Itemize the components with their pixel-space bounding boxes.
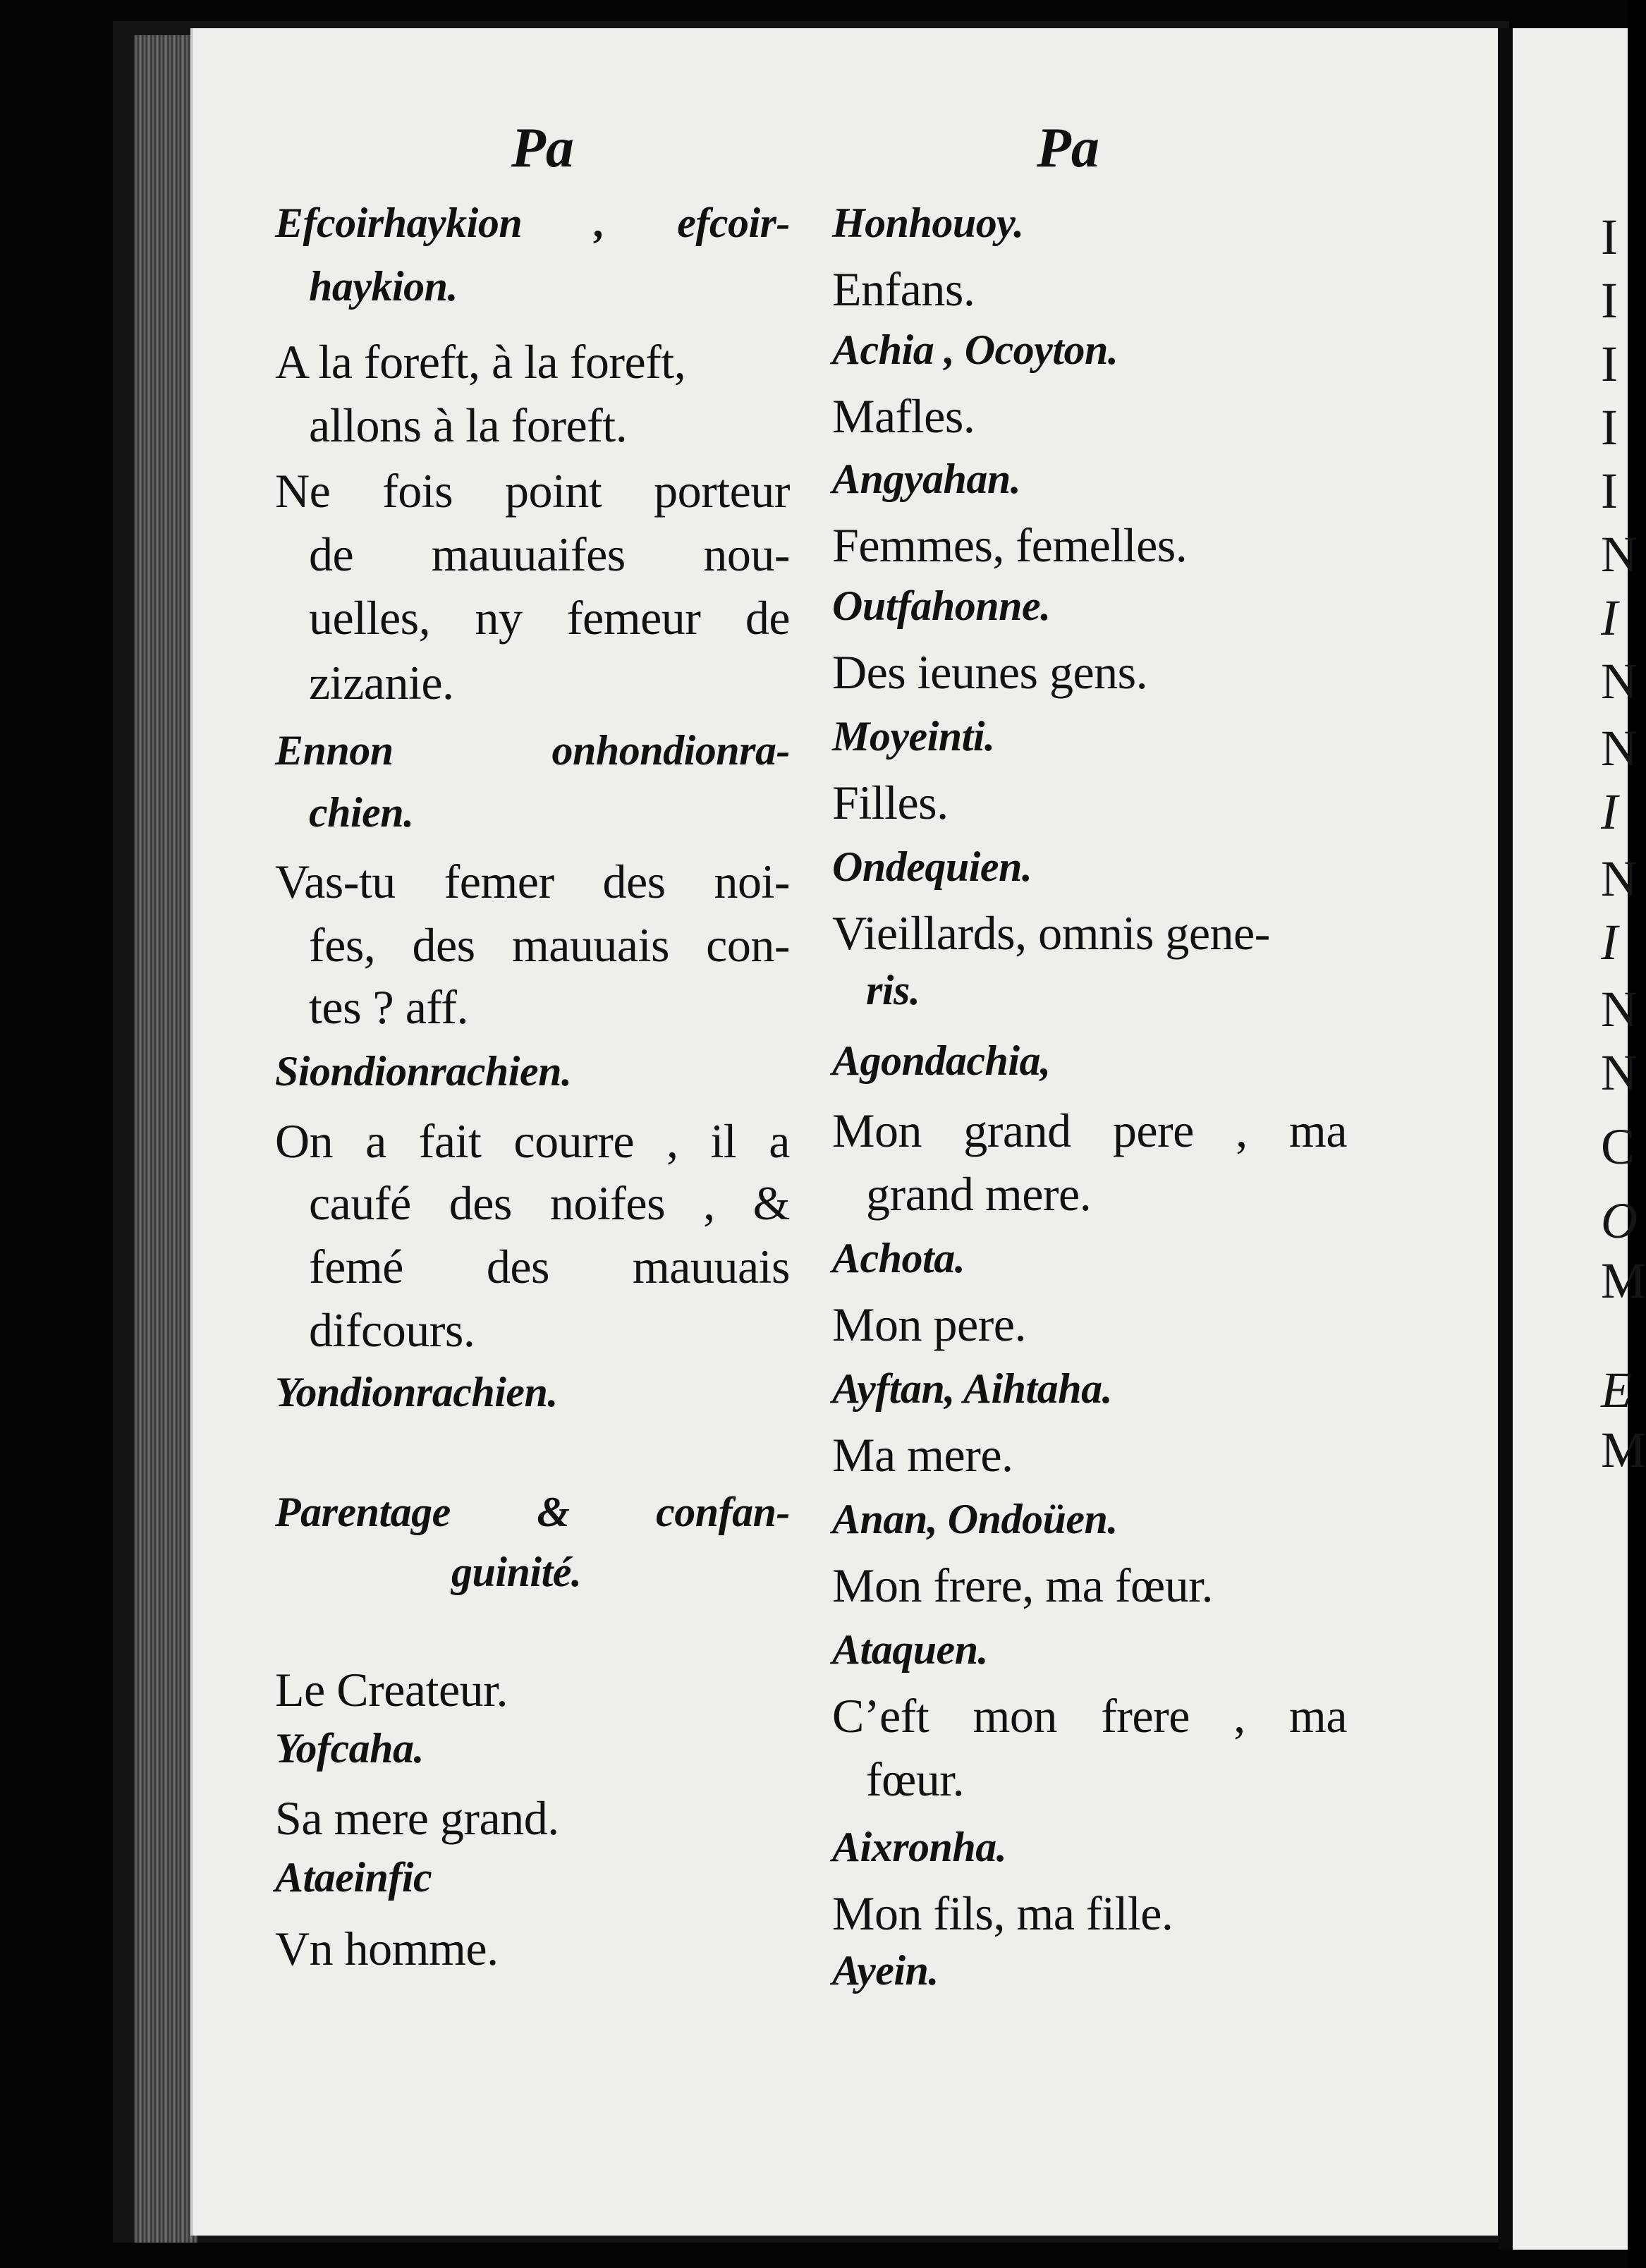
left_column-line: Yofcaha. [275, 1725, 424, 1772]
left_column-line: zizanie. [309, 656, 454, 709]
left_column-line: difcours. [309, 1303, 475, 1357]
next-page-letter: O [1601, 1193, 1638, 1249]
running-head-left: Pa [511, 117, 574, 179]
right_column-line: Aixronha. [832, 1824, 1007, 1870]
right_column-line: Ayein. [832, 1947, 939, 1994]
left_column-line: Efcoirhaykion , efcoir- [275, 200, 790, 246]
next-page-letter: I [1601, 463, 1618, 519]
left_column-line: tes ? aff. [309, 980, 468, 1034]
right_column-line: Vieillards, omnis gene- [832, 906, 1270, 960]
left_column-line: A la foreft, à la foreft, [275, 335, 686, 389]
right_column-line: Achota. [832, 1235, 965, 1281]
left_column-line: Sa mere grand. [275, 1791, 559, 1845]
left_column-line: chien. [309, 789, 414, 836]
right_column-line: fœur. [866, 1752, 965, 1806]
right_column-line: Mon fils, ma fille. [832, 1886, 1173, 1940]
right_column-line: ris. [866, 967, 920, 1013]
left_column-line: Vas-tu femer des noi- [275, 855, 790, 908]
next-page-letter: M [1601, 1422, 1646, 1478]
left_column-line: Siondionrachien. [275, 1048, 572, 1095]
left_column-line: uelles, ny femeur de [309, 591, 790, 645]
right_column-line: grand mere. [866, 1167, 1092, 1221]
left_column-line: Parentage & confan- [275, 1489, 790, 1535]
right_column-line: Mafles. [832, 389, 975, 443]
next-page-letter: I [1601, 209, 1618, 265]
right_column-line: Ataquen. [832, 1626, 989, 1673]
right_column-line: Angyahan. [832, 456, 1021, 502]
left_column-line: de mauuaifes nou- [309, 528, 790, 581]
book-fore-edge [134, 35, 197, 2243]
right_column-line: Agondachia, [832, 1037, 1051, 1084]
next-page-letter: N [1601, 653, 1638, 709]
left_column-line: Le Createur. [275, 1663, 508, 1717]
right_column-line: Mon frere, ma fœur. [832, 1559, 1213, 1612]
left_column-line: Yondionrachien. [275, 1369, 558, 1415]
right_column-line: Ondequien. [832, 843, 1032, 890]
next-page-letter: I [1601, 272, 1618, 329]
right_column-line: Ma mere. [832, 1428, 1013, 1482]
next-page-letter: N [1601, 981, 1638, 1037]
right_column-line: Outfahonne. [832, 583, 1051, 629]
right_column-line: Anan, Ondoüen. [832, 1496, 1118, 1542]
left_column-line: caufé des noifes , & [309, 1176, 790, 1230]
next-page-letter: C [1601, 1118, 1635, 1175]
next-page-letter: I [1601, 914, 1618, 970]
left_column-line: haykion. [309, 263, 458, 310]
next-page-letter: N [1601, 720, 1638, 776]
right_column-line: C’eft mon frere , ma [832, 1689, 1347, 1743]
next-page-letter: N [1601, 850, 1638, 907]
right_column-line: Honhouoy. [832, 200, 1024, 246]
right_column-line: Femmes, femelles. [832, 518, 1188, 572]
right_column-line: Mon grand pere , ma [832, 1104, 1347, 1157]
next-page-letter: I [1601, 784, 1618, 840]
right-page-edge [1513, 28, 1646, 2250]
right_column-line: Des ieunes gens. [832, 645, 1148, 699]
right_column-line: Mon pere. [832, 1298, 1026, 1351]
left_column-line: Ataeinfic [275, 1854, 432, 1901]
left_column-line: fes, des mauuais con- [309, 918, 790, 972]
next-page-letter: I [1601, 590, 1618, 646]
right_column-line: Enfans. [832, 262, 975, 316]
left_column-line: Ne fois point porteur [275, 464, 790, 518]
next-page-letter: N [1601, 526, 1638, 583]
next-page-letter: E [1601, 1362, 1632, 1418]
right_column-line: Achia , Ocoyton. [832, 327, 1118, 373]
left_column-line: guinité. [451, 1549, 582, 1595]
right_column-line: Moyeinti. [832, 713, 995, 760]
left_column-line: Ennon onhondionra- [275, 727, 790, 774]
right_column-line: Ayftan, Aihtaha. [832, 1365, 1113, 1412]
running-head-right: Pa [1037, 117, 1099, 179]
next-page-letter: I [1601, 399, 1618, 456]
next-page-letter: I [1601, 336, 1618, 392]
next-page-letter: M [1601, 1252, 1646, 1309]
left_column-line: Vn homme. [275, 1922, 499, 1975]
book-gutter [1499, 28, 1513, 2250]
next-page-letter: N [1601, 1044, 1638, 1101]
left_column-line: femé des mauuais [309, 1240, 790, 1293]
right_column-line: Filles. [832, 776, 949, 829]
left_column-line: On a fait courre , il a [275, 1114, 790, 1168]
left_column-line: allons à la foreft. [309, 398, 628, 452]
